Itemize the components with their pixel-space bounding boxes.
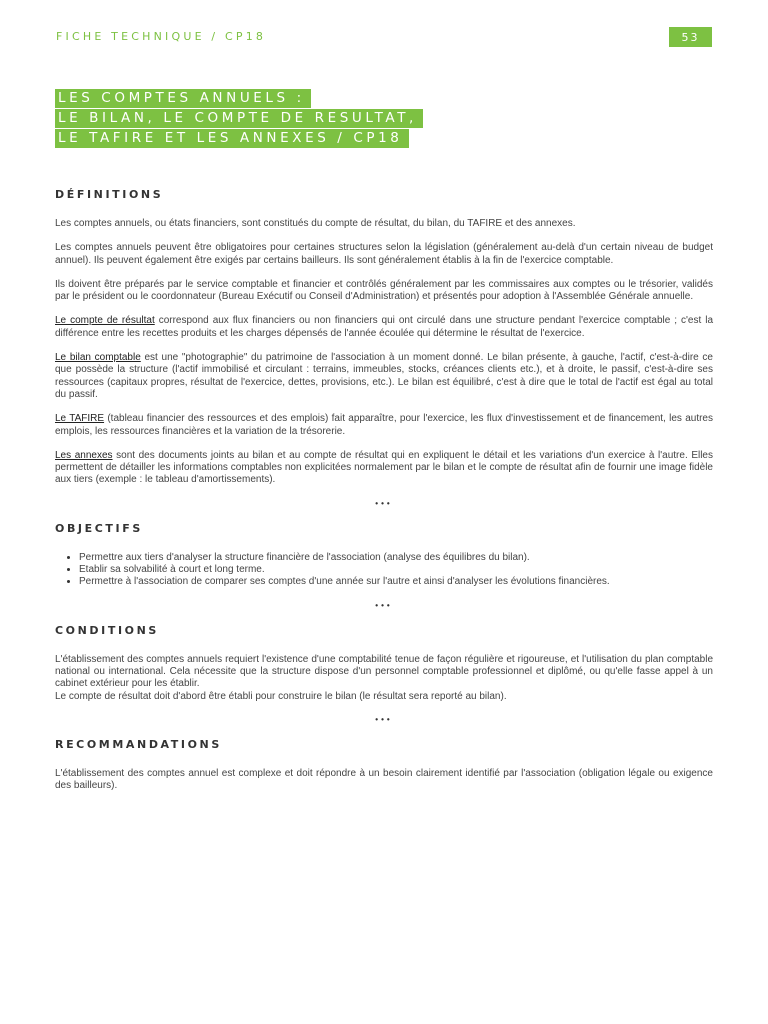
page-number: 53 [669, 27, 712, 47]
definitions-paragraph-bilan [55, 352, 713, 401]
definitions-paragraph-3: Ils doivent être préparés par le service comptable et financier et contrôlés généralement par les commissaires aux comptes ou le trésorier, validés par le président ou le coordonnateur (Bureau Exécutif ou Conseil d'Administration) et présentés pour adoption à l'Assemblée Générale annuelle. [55, 278, 713, 303]
definitions-paragraph-compte-resultat [55, 315, 713, 340]
objectifs-heading: OBJECTIFS [55, 521, 143, 535]
list-item: • Etablir sa solvabilité à court et long terme. [79, 564, 713, 576]
recommandations-heading: RECOMMANDATIONS [55, 737, 222, 751]
separator-3: ••• [375, 714, 393, 724]
recommandations-paragraph-1: L'établissement des comptes annuel est complexe et doit répondre à un besoin clairement identifié par l'association (obligation légale ou exigence des bailleurs). [55, 767, 713, 792]
list-item: • Permettre à l'association de comparer ses comptes d'une année sur l'autre et ainsi d'analyser les évolutions financières. [79, 576, 713, 588]
objectifs-list [55, 552, 713, 589]
conditions-paragraph-1: L'établissement des comptes annuels requiert l'existence d'une comptabilité tenue de façon régulière et rigoureuse, et l'utilisation du plan comptable national ou international. Cela nécessite que la structure dispose d'un personnel comptable professionnel et diplômé, ou qu'elle fasse appel à un cabinet extérieur pour les établir. [55, 653, 713, 690]
term-compte-resultat: Le compte de résultat [55, 315, 155, 327]
definitions-paragraph-tafire [55, 413, 713, 438]
title-line-1: LES COMPTES ANNUELS : [55, 89, 311, 108]
term-bilan: Le bilan comptable [55, 352, 141, 364]
definitions-paragraph-2: Les comptes annuels peuvent être obligatoires pour certaines structures selon la législation (généralement au-delà d'un certain niveau de budget annuel). Ils peuvent également être exigés par certains bailleurs. Ils sont généralement établis à la fin de l'exercice comptable. [55, 242, 713, 266]
text-bilan: est une "photographie" du patrimoine de l'association à un moment donné. Le bilan présente, à gauche, l'actif, c'est-à-dire ce que possède la structure (l'actif immobilisé et circulant : terrains, immeubles, stocks, créances clients etc.), et à droite, le passif, c'est-à-dire ses ressources (capitaux propres, résultat de l'exercice, dettes, provisions, etc.). Le bilan est équilibré, c'est à dire que le total de l'actif est égal au total du passif. [55, 352, 713, 400]
text-compte-resultat: correspond aux flux financiers ou non financiers qui ont circulé dans une structure pendant l'exercice comptable ; c'est la différence entre les recettes produits et les charges dépensés de l'année écoulée qui détermine le résultat de l'exercice. [55, 315, 714, 339]
page-title [55, 89, 423, 149]
list-item: • Permettre aux tiers d'analyser la structure financière de l'association (analyse des équilibres du bilan). [79, 552, 713, 564]
header-label: FICHE TECHNIQUE / CP18 [56, 30, 267, 43]
conditions-paragraph-2: Le compte de résultat doit d'abord être établi pour construire le bilan (le résultat sera reporté au bilan). [55, 690, 507, 702]
text-annexes: sont des documents joints au bilan et au compte de résultat qui en expliquent le détail et les variations d'un exercice à l'autre. Elles permettent de détailler les informations comptables non explicitées normalement par le bilan et le compte de résultat afin de fournir une image fidèle aux tiers (exemple : le tableau d'amortissements). [55, 449, 713, 486]
text-tafire: (tableau financier des ressources et des emplois) fait apparaître, pour l'exercice, les flux d'investissement et de financement, les autres emplois, les ressources financières et la variation de la trésorerie. [55, 413, 713, 437]
definitions-heading: DÉFINITIONS [55, 188, 164, 201]
term-tafire: Le TAFIRE [55, 413, 105, 425]
definitions-paragraph-1: Les comptes annuels, ou états financiers, sont constitués du compte de résultat, du bilan, du TAFIRE et des annexes. [55, 218, 576, 229]
title-line-3: LE TAFIRE ET LES ANNEXES / CP18 [55, 129, 409, 148]
title-line-2: LE BILAN, LE COMPTE DE RESULTAT, [55, 109, 423, 128]
definitions-paragraph-annexes [55, 450, 713, 487]
separator-2: ••• [375, 600, 393, 610]
main-content [55, 188, 713, 804]
term-annexes: Les annexes [55, 449, 113, 461]
conditions-heading: CONDITIONS [55, 623, 159, 637]
separator-1: ••• [375, 498, 393, 508]
